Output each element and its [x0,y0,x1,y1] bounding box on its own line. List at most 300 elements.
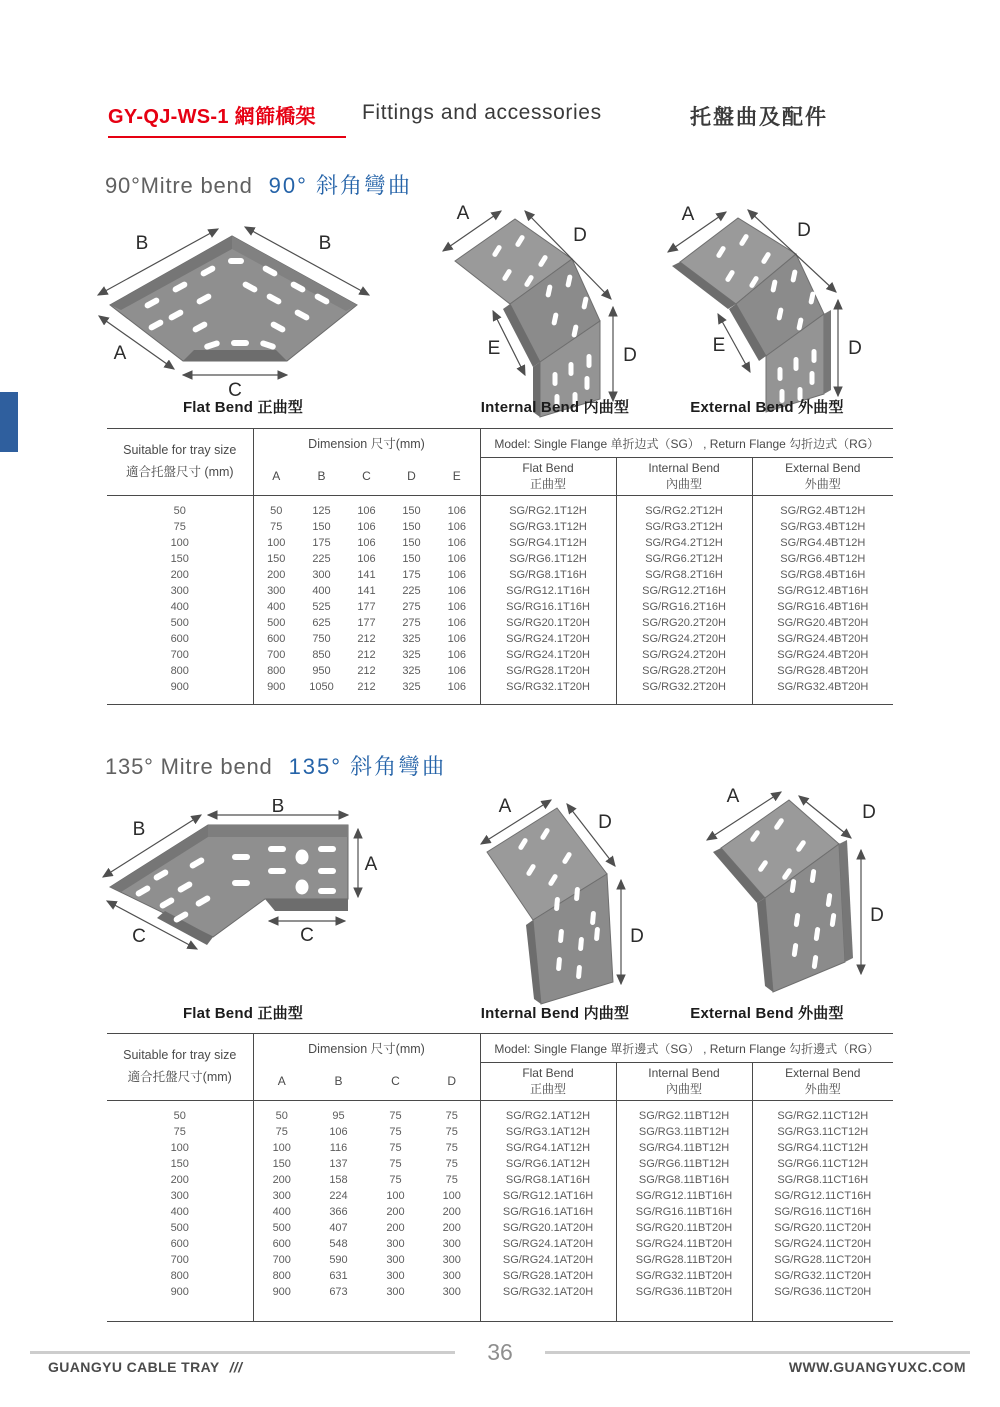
model-cell: SG/RG3.1T12H [509,521,587,533]
dimension-cell: 75 [424,1156,480,1172]
dim-label: B [132,819,146,840]
table-row [107,1188,893,1204]
dimension-cell: 100 [424,1188,480,1204]
page-number: 36 [455,1339,545,1366]
model-cell: SG/RG28.1T20H [506,665,590,677]
dimension-cell: 150 [402,521,421,533]
tray-size-cell: 100 [107,1140,253,1156]
model-cell: SG/RG4.1T12H [509,537,587,549]
tray-shape [713,800,853,992]
model-group-header: Model: Single Flange 單折邊式（SG） , Return Flange 勾折邊式（RG） [480,1034,893,1063]
dimension-cell: 75 [389,1110,402,1122]
dimension-cell: 625 [312,617,331,629]
model-col-en: Internal Bend [648,1065,720,1080]
dim-label: C [228,380,242,400]
dim-label: D [573,225,587,246]
model-cell: SG/RG16.11BT16H [616,1204,752,1220]
dimension-cell: 75 [270,521,283,533]
dimension-cell: 106 [434,583,480,599]
model-cell: SG/RG3.1AT12H [505,1126,591,1138]
model-col-en: Flat Bend [522,460,574,475]
dimension-cell: 125 [312,505,331,517]
model-cell: SG/RG24.11CT20H [752,1236,893,1252]
table-header-row [107,1034,893,1063]
dimension-cell: 400 [312,585,331,597]
tray-shape [110,236,357,361]
dim-col-header: C [367,1063,424,1101]
spec-table-90 [107,428,893,705]
diagram-flat-bend-90 [90,203,395,400]
model-cell: SG/RG36.11BT20H [616,1284,752,1322]
model-cell: SG/RG6.1AT12H [505,1158,591,1170]
model-cell: SG/RG6.11BT12H [616,1156,752,1172]
dimension-cell: 1050 [309,681,334,693]
external-bend-90-drawing [666,196,894,424]
size-header-en: Suitable for tray size [123,1048,237,1063]
dim-label: A [113,343,127,364]
dimension-cell: 900 [272,1286,291,1298]
dimension-cell: 75 [389,1158,402,1170]
tray-shape [455,219,600,417]
chapter-tab [0,392,18,452]
caption-flat-bend: Flat Bend 正曲型 [182,1005,304,1022]
model-col-en: Flat Bend [522,1065,574,1080]
tray-size-cell: 400 [107,599,253,615]
tray-size-cell: 200 [107,1172,253,1188]
tray-size-cell: 600 [107,1236,253,1252]
model-cell: SG/RG24.4BT20H [752,631,893,647]
dimension-cell: 106 [357,553,376,565]
model-cell: SG/RG28.4BT20H [752,663,893,679]
dimension-cell: 366 [329,1206,348,1218]
table-row [107,519,893,535]
dimension-cell: 106 [329,1126,348,1138]
model-col-header-flat [480,458,616,496]
dimension-cell: 407 [329,1222,348,1234]
dim-label: D [598,812,612,833]
dim-col-header: C [344,458,389,496]
table-row [107,615,893,631]
model-cell: SG/RG28.11CT20H [752,1252,893,1268]
dimension-cell: 50 [275,1110,288,1122]
dimension-cell: 600 [267,633,286,645]
diagram-internal-bend-135 [445,792,650,1010]
dimension-cell: 106 [434,599,480,615]
dimension-cell: 150 [272,1158,291,1170]
dimension-cell: 106 [357,537,376,549]
table-row [107,1101,893,1125]
dimension-cell: 300 [424,1236,480,1252]
dimension-cell: 590 [329,1254,348,1266]
table-header [107,1034,893,1101]
dimension-cell: 141 [357,585,376,597]
dim-label: E [487,338,501,359]
dimension-cell: 275 [402,601,421,613]
table-row [107,1284,893,1322]
dimension-cell: 950 [312,665,331,677]
dimension-cell: 177 [357,617,376,629]
table-header [107,429,893,496]
dim-col-header: B [310,1063,367,1101]
model-cell: SG/RG4.11BT12H [616,1140,752,1156]
model-cell: SG/RG12.4BT16H [752,583,893,599]
tray-size-cell: 200 [107,567,253,583]
table-body [107,496,893,705]
flat-bend-90-drawing [90,203,395,400]
dimension-cell: 300 [267,585,286,597]
dimension-cell: 500 [272,1222,291,1234]
dimension-cell: 106 [434,519,480,535]
caption-flat-bend: Flat Bend 正曲型 [182,399,304,416]
dimension-cell: 150 [402,553,421,565]
model-cell: SG/RG24.2T20H [616,631,752,647]
table-row [107,1140,893,1156]
tray-size-cell: 600 [107,631,253,647]
dimension-cell: 200 [424,1204,480,1220]
model-cell: SG/RG2.4BT12H [752,496,893,520]
model-cell: SG/RG8.11CT16H [752,1172,893,1188]
tray-size-cell: 100 [107,535,253,551]
dimension-cell: 141 [357,569,376,581]
internal-bend-135-drawing [445,792,650,1010]
dimension-cell: 116 [329,1142,348,1154]
dimension-cell: 400 [267,601,286,613]
dimension-cell: 400 [272,1206,291,1218]
tray-size-cell: 700 [107,647,253,663]
page-title-en: Fittings and accessories [362,101,602,124]
dimension-cell: 631 [329,1270,348,1282]
flat-bend-135-drawing [95,799,405,977]
dimension-cell: 525 [312,601,331,613]
table-row [107,1124,893,1140]
dimension-cell: 106 [434,615,480,631]
model-cell: SG/RG28.11BT20H [616,1252,752,1268]
dimension-cell: 177 [357,601,376,613]
model-cell: SG/RG32.4BT20H [752,679,893,705]
dimension-cell: 300 [424,1268,480,1284]
dim-label: A [498,796,512,817]
dimension-cell: 106 [434,496,480,520]
dimension-group-header: Dimension 尺寸(mm) [253,429,480,458]
dim-label: C [132,926,146,947]
tray-shape [487,808,613,1004]
dimension-cell: 548 [329,1238,348,1250]
tray-shape [672,218,831,412]
internal-bend-90-drawing [437,199,662,421]
dim-label: E [712,335,726,356]
dimension-cell: 100 [386,1190,405,1202]
tray-size-cell: 900 [107,679,253,705]
dim-label: A [726,786,740,807]
model-cell: SG/RG16.2T16H [616,599,752,615]
dimension-cell: 106 [434,679,480,705]
model-cell: SG/RG6.11CT12H [752,1156,893,1172]
model-cell: SG/RG2.11BT12H [616,1101,752,1125]
dim-label: D [630,926,644,947]
model-col-zh: 外曲型 [804,1081,841,1096]
dimension-cell: 137 [329,1158,348,1170]
dimension-cell: 106 [434,535,480,551]
tray-size-cell: 300 [107,583,253,599]
dim-label: B [135,233,149,254]
dimension-cell: 800 [267,665,286,677]
dim-label: A [364,854,378,875]
caption-internal-bend: Internal Bend 内曲型 [480,399,630,416]
tray-size-cell: 500 [107,615,253,631]
dim-col-header: A [253,1063,310,1101]
model-cell: SG/RG20.1T20H [506,617,590,629]
model-cell: SG/RG4.2T12H [616,535,752,551]
dimension-cell: 212 [357,649,376,661]
model-cell: SG/RG16.11CT16H [752,1204,893,1220]
dimension-cell: 175 [312,537,331,549]
table-row [107,535,893,551]
model-cell: SG/RG2.11CT12H [752,1101,893,1125]
model-col-zh: 內曲型 [666,476,703,491]
section-title-90 [105,169,412,200]
dimension-cell: 106 [357,521,376,533]
dimension-cell: 100 [267,537,286,549]
model-col-en: External Bend [785,460,861,475]
model-col-zh: 正曲型 [529,1081,566,1096]
dimension-cell: 106 [357,505,376,517]
model-cell: SG/RG20.11CT20H [752,1220,893,1236]
table-body [107,1101,893,1322]
model-col-zh: 正曲型 [530,476,567,491]
dimension-cell: 95 [332,1110,345,1122]
model-col-header-external [752,1063,893,1101]
dimension-cell: 325 [402,665,421,677]
dim-label: B [318,233,332,254]
size-column-header [107,429,253,496]
model-cell: SG/RG6.4BT12H [752,551,893,567]
tray-size-cell: 150 [107,551,253,567]
dimension-cell: 300 [424,1252,480,1268]
dimension-cell: 150 [402,505,421,517]
dimension-cell: 325 [402,681,421,693]
footer-company-name: GUANGYU CABLE TRAY [48,1359,220,1375]
dimension-cell: 212 [357,633,376,645]
dim-label: C [300,925,314,946]
dimension-cell: 150 [402,537,421,549]
tray-size-cell: 700 [107,1252,253,1268]
dimension-cell: 300 [386,1238,405,1250]
dimension-cell: 75 [389,1142,402,1154]
section-title-135-en: 135° Mitre bend [105,754,273,779]
dimension-cell: 800 [272,1270,291,1282]
model-cell: SG/RG12.11CT16H [752,1188,893,1204]
dimension-cell: 325 [402,649,421,661]
table-row [107,663,893,679]
table-row [107,1156,893,1172]
model-cell: SG/RG8.1T16H [509,569,587,581]
dimension-cell: 200 [272,1174,291,1186]
size-column-header [107,1034,253,1101]
model-cell: SG/RG20.4BT20H [752,615,893,631]
table-row [107,599,893,615]
dimension-cell: 75 [424,1140,480,1156]
tray-size-cell: 800 [107,663,253,679]
model-cell: SG/RG2.1AT12H [505,1110,591,1122]
model-cell: SG/RG3.11CT12H [752,1124,893,1140]
dim-col-header: D [389,458,434,496]
section-title-90-en: 90°Mitre bend [105,173,253,198]
caption-internal-bend: Internal Bend 内曲型 [480,1005,630,1022]
dim-col-header: D [424,1063,480,1101]
model-cell: SG/RG4.11CT12H [752,1140,893,1156]
model-cell: SG/RG12.1AT16H [502,1190,594,1202]
dim-label: A [456,203,470,224]
dimension-cell: 106 [434,631,480,647]
dim-label: D [870,905,884,926]
model-cell: SG/RG3.11BT12H [616,1124,752,1140]
dimension-cell: 75 [389,1174,402,1186]
dimension-cell: 106 [434,551,480,567]
dim-label: D [848,338,862,359]
dimension-cell: 75 [424,1172,480,1188]
dimension-cell: 673 [329,1286,348,1298]
tray-size-cell: 75 [107,1124,253,1140]
model-cell: SG/RG20.2T20H [616,615,752,631]
model-col-en: External Bend [785,1065,861,1080]
dimension-cell: 106 [434,647,480,663]
model-cell: SG/RG28.1AT20H [502,1270,594,1282]
model-cell: SG/RG16.4BT16H [752,599,893,615]
tray-size-cell: 500 [107,1220,253,1236]
dimension-cell: 150 [312,521,331,533]
model-col-en: Internal Bend [648,460,720,475]
model-cell: SG/RG24.1T20H [506,633,590,645]
diagram-external-bend-90 [666,196,894,424]
footer-website: WWW.GUANGYUXC.COM [788,1359,966,1375]
caption-external-bend: External Bend 外曲型 [690,1005,844,1022]
dimension-cell: 75 [389,1126,402,1138]
dim-col-header: E [434,458,480,496]
model-group-header: Model: Single Flange 单折边式（SG） , Return Flange 勾折边式（RG） [480,429,893,458]
table-row [107,1268,893,1284]
table-row [107,1220,893,1236]
diagram-flat-bend-135 [95,799,405,977]
tray-size-cell: 400 [107,1204,253,1220]
table-row [107,1204,893,1220]
table-row [107,496,893,520]
table-row [107,647,893,663]
model-cell: SG/RG24.1T20H [506,649,590,661]
dimension-cell: 175 [402,569,421,581]
dimension-cell: 224 [329,1190,348,1202]
model-cell: SG/RG24.2T20H [616,647,752,663]
tray-size-cell: 50 [107,496,253,520]
caption-external-bend: External Bend 外曲型 [690,399,844,416]
dimension-cell: 50 [270,505,283,517]
dim-label: A [681,204,695,225]
section-title-135 [105,750,446,781]
dimension-cell: 300 [386,1254,405,1266]
external-bend-135-drawing [693,786,898,1014]
model-cell: SG/RG32.11CT20H [752,1268,893,1284]
dimension-cell: 150 [267,553,286,565]
dimension-cell: 75 [424,1124,480,1140]
dim-label: D [623,345,637,366]
dimension-cell: 300 [272,1190,291,1202]
dimension-cell: 300 [386,1270,405,1282]
table-row [107,567,893,583]
dimension-cell: 700 [272,1254,291,1266]
dim-label: D [797,220,811,241]
diagram-internal-bend-90 [437,199,662,421]
dimension-cell: 75 [275,1126,288,1138]
section-title-90-zh: 90° 斜角彎曲 [268,173,413,198]
diagram-external-bend-135 [693,786,898,1014]
model-cell: SG/RG24.1AT20H [502,1238,594,1250]
model-cell: SG/RG6.1T12H [509,553,587,565]
model-cell: SG/RG32.2T20H [616,679,752,705]
dimension-cell: 225 [312,553,331,565]
model-cell: SG/RG12.11BT16H [616,1188,752,1204]
tray-size-cell: 50 [107,1101,253,1125]
page-title-zh: 托盤曲及配件 [690,106,828,129]
model-cell: SG/RG20.1AT20H [502,1222,594,1234]
dimension-cell: 200 [386,1222,405,1234]
dimension-cell: 106 [434,567,480,583]
model-cell: SG/RG12.1T16H [506,585,590,597]
model-cell: SG/RG8.11BT16H [616,1172,752,1188]
model-col-header-external [752,458,893,496]
dimension-cell: 850 [312,649,331,661]
tray-size-cell: 900 [107,1284,253,1322]
spec-table-135 [107,1033,893,1322]
dimension-cell: 600 [272,1238,291,1250]
product-series-code: GY-QJ-WS-1 網篩橋架 [108,106,316,128]
dimension-cell: 212 [357,665,376,677]
dim-col-header: A [253,458,299,496]
section-title-135-zh: 135° 斜角彎曲 [288,754,447,779]
dimension-cell: 300 [424,1284,480,1322]
table-row [107,1252,893,1268]
table-row [107,679,893,705]
tray-size-cell: 300 [107,1188,253,1204]
model-cell: SG/RG24.1AT20H [502,1254,594,1266]
dimension-cell: 212 [357,681,376,693]
model-cell: SG/RG24.4BT20H [752,647,893,663]
dimension-cell: 900 [267,681,286,693]
model-cell: SG/RG4.4BT12H [752,535,893,551]
model-col-header-internal [616,458,752,496]
model-cell: SG/RG32.1AT20H [502,1286,594,1298]
model-col-zh: 外曲型 [804,476,841,491]
dimension-cell: 300 [386,1286,405,1298]
table-row [107,583,893,599]
size-header-zh: 適合托盤尺寸(mm) [127,1070,232,1084]
dimension-cell: 500 [267,617,286,629]
dimension-cell: 200 [386,1206,405,1218]
model-cell: SG/RG32.11BT20H [616,1268,752,1284]
red-underline [108,136,346,138]
model-cell: SG/RG16.1AT16H [502,1206,594,1218]
table-row [107,631,893,647]
dimension-cell: 325 [402,633,421,645]
dimension-cell: 750 [312,633,331,645]
model-cell: SG/RG36.11CT20H [752,1284,893,1322]
size-header-zh: 適合托盤尺寸 (mm) [125,465,234,479]
tray-size-cell: 150 [107,1156,253,1172]
dimension-group-header: Dimension 尺寸(mm) [253,1034,480,1063]
dim-label: D [862,802,876,823]
model-cell: SG/RG12.2T16H [616,583,752,599]
dimension-cell: 300 [312,569,331,581]
dimension-cell: 275 [402,617,421,629]
table-row [107,1236,893,1252]
